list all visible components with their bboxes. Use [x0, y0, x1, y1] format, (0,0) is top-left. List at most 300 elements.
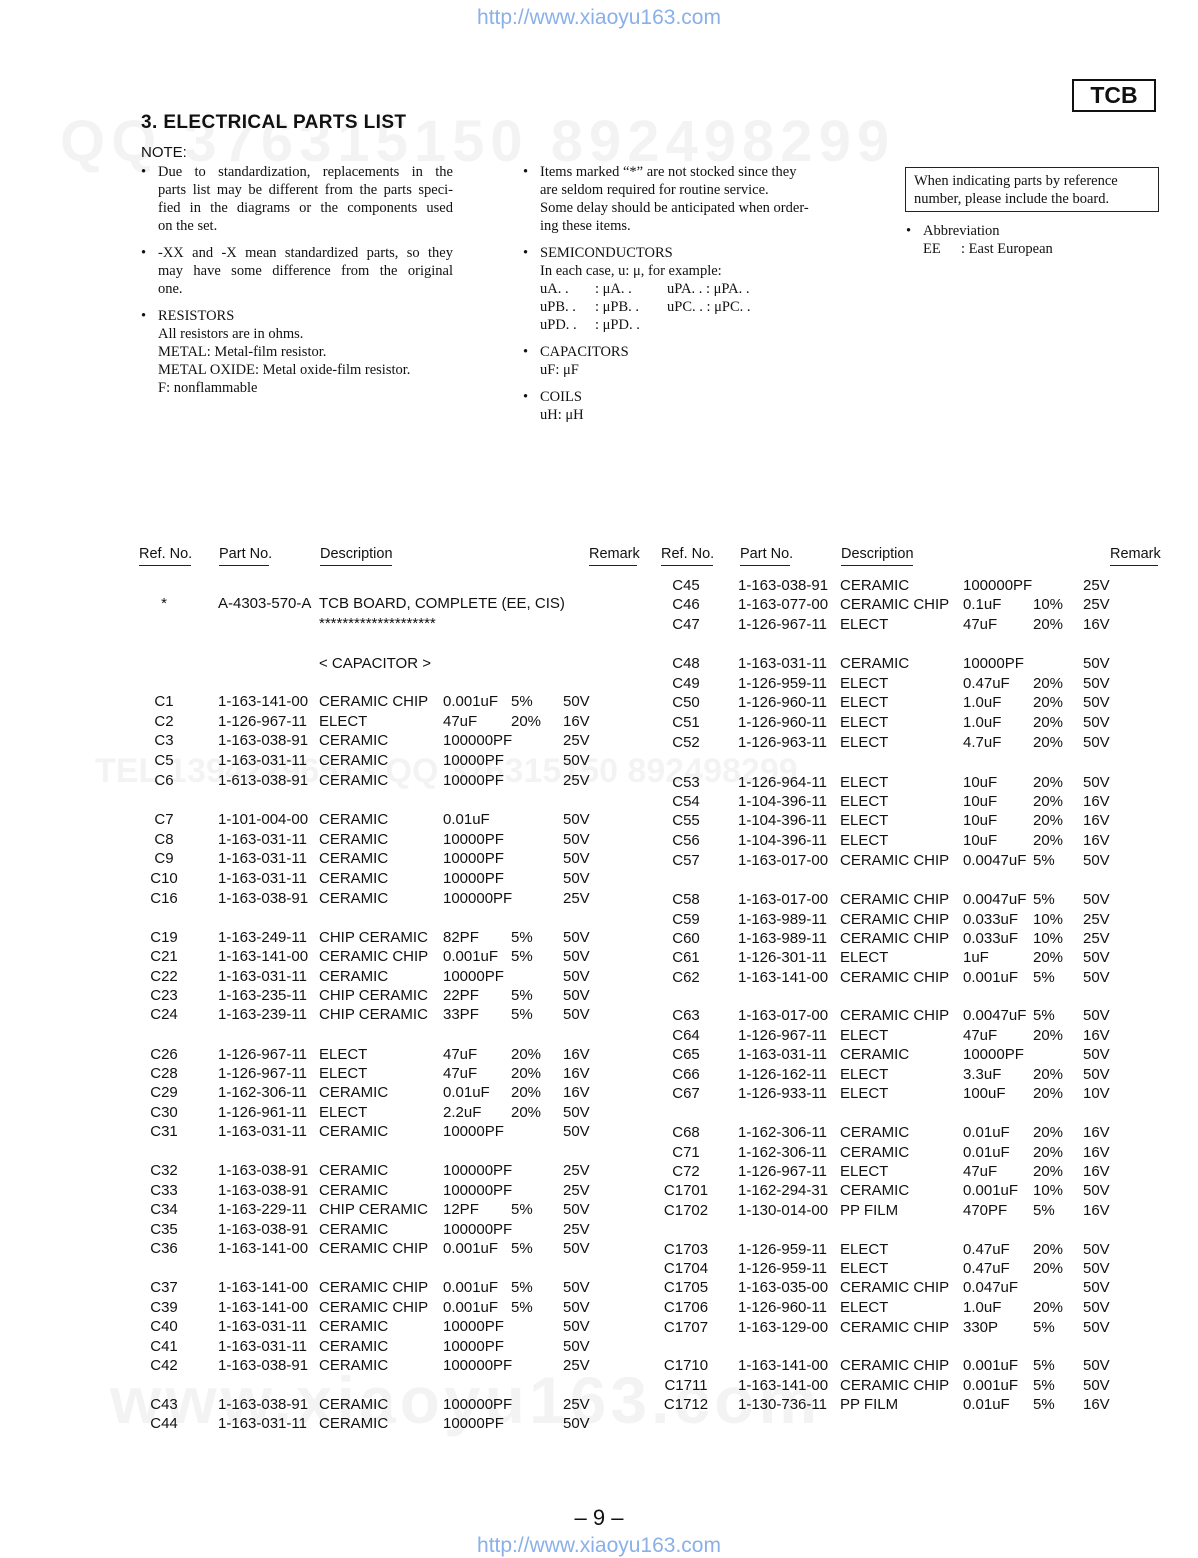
part-number: 1-163-038-91	[218, 1357, 309, 1374]
tolerance: 5%	[511, 1201, 533, 1218]
description: ELECT	[319, 1104, 368, 1121]
note-standardization	[141, 163, 453, 235]
part-number: 1-126-959-11	[738, 1260, 827, 1277]
voltage: 50V	[563, 929, 590, 946]
description: CERAMIC CHIP	[840, 1319, 950, 1336]
value: 0.033uF	[963, 911, 1019, 928]
voltage: 16V	[1083, 1027, 1110, 1044]
ref-number: C1704	[663, 1260, 709, 1277]
value: 0.001uF	[443, 1279, 499, 1296]
description: CERAMIC	[319, 1182, 389, 1199]
bullet-icon: •	[141, 164, 147, 180]
value: 0.0047uF	[963, 1007, 1027, 1024]
description: CERAMIC CHIP	[319, 1240, 429, 1257]
value: 10000PF	[443, 1338, 504, 1355]
ref-number: C39	[150, 1299, 178, 1316]
voltage: 25V	[1083, 577, 1110, 594]
description: CERAMIC CHIP	[840, 1357, 950, 1374]
part-number: 1-163-141-00	[738, 969, 829, 986]
description: ELECT	[840, 1027, 889, 1044]
ref-number: C30	[150, 1104, 178, 1121]
voltage: 16V	[1083, 793, 1110, 810]
tolerance: 10%	[1033, 596, 1064, 613]
description: CERAMIC	[840, 1182, 910, 1199]
part-number: 1-126-967-11	[218, 1046, 307, 1063]
part-number: A-4303-570-A	[218, 595, 312, 612]
value: 0.47uF	[963, 1241, 1010, 1258]
value: 10uF	[963, 774, 998, 791]
part-number: 1-163-031-11	[738, 1046, 827, 1063]
part-number: 1-163-129-00	[738, 1319, 829, 1336]
part-number: 1-163-235-11	[218, 987, 307, 1004]
description: CERAMIC CHIP	[840, 1007, 950, 1024]
description: ELECT	[840, 774, 889, 791]
voltage: 50V	[563, 870, 590, 887]
part-number: 1-163-031-11	[218, 1123, 307, 1140]
tolerance: 5%	[511, 1279, 533, 1296]
tolerance: 5%	[511, 948, 533, 965]
reference-note-line: When indicating parts by reference	[914, 173, 1118, 189]
voltage: 50V	[563, 693, 590, 710]
tolerance: 10%	[1033, 930, 1064, 947]
voltage: 50V	[1083, 1319, 1110, 1336]
voltage: 50V	[563, 1240, 590, 1257]
ref-number: C24	[150, 1006, 178, 1023]
ref-number: C59	[672, 911, 700, 928]
source-url-bottom[interactable]: http://www.xiaoyu163.com	[477, 1534, 721, 1557]
tolerance: 20%	[1033, 1299, 1064, 1316]
header-desc-left: Description	[320, 546, 392, 566]
description: ELECT	[840, 1241, 889, 1258]
part-number: 1-163-239-11	[218, 1006, 307, 1023]
voltage: 25V	[1083, 930, 1110, 947]
reference-note-box	[905, 167, 1159, 212]
part-number: 1-163-031-11	[218, 870, 307, 887]
voltage: 16V	[1083, 1202, 1110, 1219]
ref-number: C3	[154, 732, 174, 749]
part-number: 1-126-960-11	[738, 714, 827, 731]
part-number: 1-104-396-11	[738, 832, 827, 849]
voltage: 16V	[563, 1065, 590, 1082]
header-ref-left: Ref. No.	[139, 546, 191, 566]
description: ELECT	[840, 1085, 889, 1102]
ref-number: C43	[150, 1396, 178, 1413]
value: 0.01uF	[963, 1144, 1010, 1161]
note-line: may have some difference from the original	[158, 263, 453, 279]
voltage: 25V	[563, 1182, 590, 1199]
part-number: 1-163-038-91	[218, 1182, 309, 1199]
description: CERAMIC CHIP	[840, 1279, 950, 1296]
ref-number: C1705	[663, 1279, 709, 1296]
ref-number: C16	[150, 890, 178, 907]
tolerance: 5%	[511, 987, 533, 1004]
description: CERAMIC	[319, 1338, 389, 1355]
ref-number: C1701	[663, 1182, 709, 1199]
value: 2.2uF	[443, 1104, 482, 1121]
part-number: 1-126-967-11	[738, 1027, 827, 1044]
part-number: 1-162-306-11	[218, 1084, 307, 1101]
voltage: 50V	[1083, 655, 1110, 672]
ref-number: C42	[150, 1357, 178, 1374]
voltage: 50V	[1083, 1299, 1110, 1316]
value: 47uF	[963, 616, 998, 633]
description: CERAMIC CHIP	[319, 693, 429, 710]
prefix: uPD. .	[540, 317, 577, 333]
ref-number: C40	[150, 1318, 178, 1335]
description: CERAMIC	[840, 1046, 910, 1063]
tolerance: 5%	[1033, 891, 1055, 908]
value: 0.001uF	[963, 1377, 1019, 1394]
part-number: 1-126-301-11	[738, 949, 827, 966]
ref-number: C21	[150, 948, 178, 965]
ref-number: C72	[672, 1163, 700, 1180]
voltage: 50V	[563, 1318, 590, 1335]
description: CERAMIC CHIP	[840, 1377, 950, 1394]
ref-number: C1	[154, 693, 174, 710]
voltage: 50V	[1083, 1182, 1110, 1199]
note-label: NOTE:	[141, 144, 187, 161]
part-number: 1-163-989-11	[738, 930, 827, 947]
part-number: 1-163-141-00	[218, 693, 309, 710]
value: 0.001uF	[443, 693, 499, 710]
voltage: 16V	[1083, 832, 1110, 849]
tolerance: 5%	[1033, 1357, 1055, 1374]
description: CERAMIC	[840, 1144, 910, 1161]
value: 1.0uF	[963, 694, 1002, 711]
tolerance: 20%	[1033, 734, 1064, 751]
value: 10000PF	[443, 870, 504, 887]
description: CERAMIC CHIP	[840, 911, 950, 928]
voltage: 50V	[563, 850, 590, 867]
page-title: 3. ELECTRICAL PARTS LIST	[141, 112, 407, 133]
description: CERAMIC	[319, 831, 389, 848]
tolerance: 10%	[1033, 911, 1064, 928]
note-line: Items marked “*” are not stocked since they	[540, 164, 797, 180]
header-desc-right: Description	[841, 546, 913, 566]
voltage: 50V	[563, 811, 590, 828]
part-number: 1-162-306-11	[738, 1124, 827, 1141]
voltage: 50V	[563, 752, 590, 769]
description: CERAMIC	[319, 968, 389, 985]
tolerance: 5%	[1033, 1377, 1055, 1394]
description: CERAMIC CHIP	[840, 596, 950, 613]
part-number: 1-163-989-11	[738, 911, 827, 928]
prefix-pair: uPC. . : μPC. .	[667, 299, 751, 315]
prefix-meaning: : μPB. .	[595, 299, 640, 315]
part-number: 1-126-967-11	[218, 1065, 307, 1082]
voltage: 16V	[1083, 812, 1110, 829]
tolerance: 5%	[1033, 1007, 1055, 1024]
bullet-icon: •	[141, 245, 147, 261]
value: 10uF	[963, 812, 998, 829]
abbreviation-meaning: : East European	[961, 241, 1053, 257]
tolerance: 20%	[1033, 1066, 1064, 1083]
note-line: F: nonflammable	[158, 380, 258, 396]
bullet-icon: •	[523, 389, 529, 405]
reference-note-line: number, please include the board.	[914, 191, 1110, 207]
ref-number: C26	[150, 1046, 178, 1063]
part-number: 1-162-306-11	[738, 1144, 827, 1161]
ref-number: C1703	[663, 1241, 709, 1258]
note-line: fied in the diagrams or the components used	[158, 200, 453, 216]
description: ELECT	[840, 1066, 889, 1083]
ref-number: C28	[150, 1065, 178, 1082]
ref-number: C50	[672, 694, 700, 711]
voltage: 50V	[1083, 891, 1110, 908]
note-line: on the set.	[158, 218, 218, 234]
note-line: are seldom required for routine service.	[540, 182, 769, 198]
note-xx	[141, 244, 453, 298]
ref-number: C52	[672, 734, 700, 751]
voltage: 25V	[563, 1221, 590, 1238]
ref-number: C32	[150, 1162, 178, 1179]
part-number: 1-126-964-11	[738, 774, 827, 791]
value: 0.047uF	[963, 1279, 1019, 1296]
tolerance: 5%	[1033, 1202, 1055, 1219]
header-part-right: Part No.	[740, 546, 790, 566]
tolerance: 5%	[511, 693, 533, 710]
description: ELECT	[840, 1260, 889, 1277]
ref-number: C44	[150, 1415, 178, 1432]
note-line: CAPACITORS	[540, 344, 629, 360]
tolerance: 20%	[1033, 1144, 1064, 1161]
value: 0.033uF	[963, 930, 1019, 947]
description: CERAMIC	[319, 752, 389, 769]
description: CHIP CERAMIC	[319, 1006, 428, 1023]
ref-number: C1711	[664, 1377, 708, 1394]
tolerance: 20%	[1033, 1163, 1064, 1180]
tolerance: 5%	[511, 1240, 533, 1257]
voltage: 25V	[1083, 596, 1110, 613]
ref-number: C1707	[663, 1319, 709, 1336]
voltage: 16V	[563, 1084, 590, 1101]
voltage: 50V	[563, 987, 590, 1004]
value: 1.0uF	[963, 714, 1002, 731]
value: 0.47uF	[963, 1260, 1010, 1277]
bullet-icon: •	[141, 308, 147, 324]
prefix: uPB. .	[540, 299, 576, 315]
header-remark-left: Remark	[589, 546, 637, 566]
voltage: 50V	[1083, 1377, 1110, 1394]
description: ELECT	[840, 949, 889, 966]
tolerance: 20%	[1033, 812, 1064, 829]
ref-number: C48	[672, 655, 700, 672]
voltage: 50V	[1083, 774, 1110, 791]
description: < CAPACITOR >	[319, 655, 431, 672]
voltage: 50V	[1083, 852, 1110, 869]
note-coils	[523, 388, 835, 424]
voltage: 50V	[563, 1104, 590, 1121]
ref-number: C29	[150, 1084, 178, 1101]
voltage: 50V	[1083, 969, 1110, 986]
value: 0.01uF	[963, 1124, 1010, 1141]
part-number: 1-126-960-11	[738, 1299, 827, 1316]
value: 330P	[963, 1319, 999, 1336]
tolerance: 5%	[1033, 969, 1055, 986]
voltage: 25V	[563, 772, 590, 789]
abbreviation-label: Abbreviation	[923, 223, 1000, 239]
value: 0.0047uF	[963, 891, 1027, 908]
ref-number: C22	[150, 968, 178, 985]
ref-number: C31	[150, 1123, 178, 1140]
abbreviation-item	[906, 222, 1156, 258]
voltage: 50V	[563, 948, 590, 965]
ref-number: C35	[150, 1221, 178, 1238]
value: 22PF	[443, 987, 479, 1004]
notes-column-2	[523, 163, 835, 433]
value: 47uF	[443, 1046, 478, 1063]
section-tag: TCB	[1072, 79, 1156, 112]
tolerance: 20%	[1033, 714, 1064, 731]
voltage: 50V	[1083, 675, 1110, 692]
ref-number: C61	[672, 949, 700, 966]
voltage: 50V	[1083, 1241, 1110, 1258]
voltage: 50V	[563, 1279, 590, 1296]
description: ELECT	[840, 734, 889, 751]
description: CERAMIC	[319, 772, 389, 789]
voltage: 50V	[563, 968, 590, 985]
description: CERAMIC	[840, 577, 910, 594]
ref-number: C7	[154, 811, 174, 828]
tolerance: 20%	[1033, 1085, 1064, 1102]
part-number: 1-163-031-11	[218, 831, 307, 848]
header-ref-right: Ref. No.	[661, 546, 713, 566]
ref-number: C37	[150, 1279, 178, 1296]
description: CERAMIC	[319, 1221, 389, 1238]
ref-number: C2	[154, 713, 174, 730]
ref-number: C1710	[663, 1357, 709, 1374]
description: CERAMIC	[319, 1357, 389, 1374]
bullet-icon: •	[523, 344, 529, 360]
value: 33PF	[443, 1006, 479, 1023]
part-number: 1-126-960-11	[738, 694, 827, 711]
part-number: 1-163-031-11	[218, 1415, 307, 1432]
ref-number: C1706	[663, 1299, 709, 1316]
tolerance: 5%	[1033, 1396, 1055, 1413]
part-number: 1-163-031-11	[218, 752, 307, 769]
voltage: 16V	[1083, 1124, 1110, 1141]
value: 0.47uF	[963, 675, 1010, 692]
tolerance: 20%	[1033, 1124, 1064, 1141]
ref-number: C41	[150, 1338, 178, 1355]
note-line: Due to standardization, replacements in the	[158, 164, 453, 180]
voltage: 25V	[563, 1357, 590, 1374]
description: CERAMIC	[840, 1124, 910, 1141]
description: ELECT	[840, 793, 889, 810]
voltage: 25V	[563, 890, 590, 907]
ref-number: C66	[672, 1066, 700, 1083]
tolerance: 10%	[1033, 1182, 1064, 1199]
voltage: 50V	[1083, 949, 1110, 966]
value: 4.7uF	[963, 734, 1002, 751]
ref-number: C58	[672, 891, 700, 908]
description: CERAMIC	[319, 1123, 389, 1140]
value: 100000PF	[443, 890, 513, 907]
value: 10uF	[963, 832, 998, 849]
note-line: Some delay should be anticipated when order-	[540, 200, 809, 216]
bullet-icon: •	[523, 164, 529, 180]
voltage: 50V	[563, 1123, 590, 1140]
value: 82PF	[443, 929, 479, 946]
source-url-top[interactable]: http://www.xiaoyu163.com	[477, 6, 721, 29]
value: 10uF	[963, 793, 998, 810]
note-line: uH: μH	[540, 407, 584, 423]
voltage: 50V	[1083, 1066, 1110, 1083]
part-number: 1-163-031-11	[218, 850, 307, 867]
voltage: 50V	[563, 1006, 590, 1023]
description: ********************	[319, 615, 436, 632]
ref-number: C1702	[663, 1202, 709, 1219]
abbreviation-row	[923, 240, 1156, 258]
value: 10000PF	[443, 1123, 504, 1140]
ref-number: C68	[672, 1124, 700, 1141]
description: CERAMIC CHIP	[840, 852, 950, 869]
bullet-icon: •	[523, 245, 529, 261]
ref-number: C51	[672, 714, 700, 731]
description: ELECT	[840, 812, 889, 829]
value: 47uF	[963, 1163, 998, 1180]
part-number: 1-130-736-11	[738, 1396, 827, 1413]
part-number: 1-163-141-00	[738, 1357, 829, 1374]
ref-number: C10	[150, 870, 178, 887]
part-number: 1-163-141-00	[218, 1240, 309, 1257]
description: CERAMIC	[319, 1318, 389, 1335]
note-line: RESISTORS	[158, 308, 235, 324]
voltage: 16V	[1083, 1396, 1110, 1413]
note-capacitors	[523, 343, 835, 379]
prefix-meaning: : μA. .	[595, 281, 632, 297]
prefix-row	[540, 280, 835, 298]
part-number: 1-163-141-00	[218, 1279, 309, 1296]
description: ELECT	[319, 1065, 368, 1082]
part-number: 1-163-031-11	[218, 1338, 307, 1355]
ref-number: C23	[150, 987, 178, 1004]
value: 470PF	[963, 1202, 1008, 1219]
description: CERAMIC CHIP	[840, 969, 950, 986]
note-line: ing these items.	[540, 218, 631, 234]
value: 3.3uF	[963, 1066, 1002, 1083]
description: CERAMIC CHIP	[319, 1279, 429, 1296]
part-number: 1-163-038-91	[218, 1396, 309, 1413]
part-number: 1-163-077-00	[738, 596, 829, 613]
ref-number: C67	[672, 1085, 700, 1102]
voltage: 16V	[1083, 616, 1110, 633]
voltage: 50V	[1083, 714, 1110, 731]
part-number: 1-101-004-00	[218, 811, 309, 828]
description: CERAMIC	[319, 811, 389, 828]
description: ELECT	[840, 714, 889, 731]
prefix-meaning: : μPD. .	[595, 317, 640, 333]
value: 1uF	[963, 949, 989, 966]
part-number: 1-126-967-11	[218, 713, 307, 730]
part-number: 1-130-014-00	[738, 1202, 829, 1219]
prefix-pair: uPA. . : μPA. .	[667, 281, 750, 297]
value: 0.001uF	[963, 1357, 1019, 1374]
ref-number: C1712	[663, 1396, 709, 1413]
value: 10000PF	[443, 968, 504, 985]
value: 100000PF	[963, 577, 1033, 594]
part-number: 1-163-017-00	[738, 891, 829, 908]
description: ELECT	[840, 1299, 889, 1316]
tolerance: 20%	[1033, 1241, 1064, 1258]
description: PP FILM	[840, 1396, 899, 1413]
voltage: 16V	[563, 713, 590, 730]
value: 47uF	[963, 1027, 998, 1044]
part-number: 1-163-017-00	[738, 1007, 829, 1024]
ref-number: C71	[672, 1144, 700, 1161]
part-number: 1-104-396-11	[738, 793, 827, 810]
description: CERAMIC CHIP	[319, 948, 429, 965]
